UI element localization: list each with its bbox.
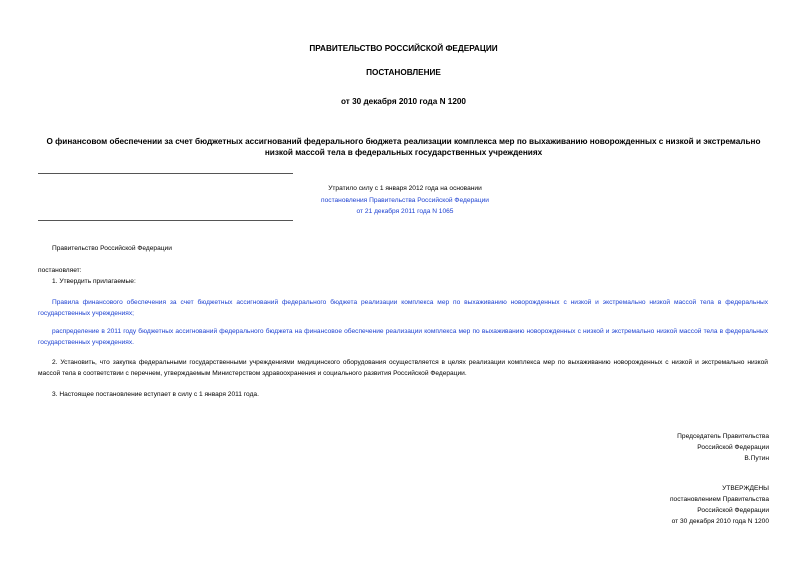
- status-note: [250, 183, 560, 218]
- divider-bottom: [38, 220, 293, 221]
- government-name: ПРАВИТЕЛЬСТВО РОССИЙСКОЙ ФЕДЕРАЦИИ: [309, 44, 498, 53]
- status-note-text: Утратило силу с 1 января 2012 года на основании: [328, 185, 482, 192]
- item-1: 1. Утвердить прилагаемые:: [52, 278, 136, 285]
- repeal-decree-date-link[interactable]: от 21 декабря 2011 года N 1065: [356, 208, 454, 215]
- document-title: О финансовом обеспечении за счет бюджетных ассигнований федерального бюджета реализации комплекса мер по выхаживанию новорожденных с низкой и экстремально низкой массой тела в федеральных государственных учреждениях: [46, 137, 761, 157]
- decides-text: постановляет:: [38, 267, 82, 274]
- signature-name: В.Путин: [744, 455, 769, 462]
- intro-text: Правительство Российской Федерации: [52, 245, 172, 252]
- rules-link[interactable]: Правила финансового обеспечения за счет бюджетных ассигнований федерального бюджета реализации комплекса мер по выхаживанию новорожденных с низкой и экстремально низкой массой тела в федеральных государственных учреждениях;: [38, 299, 768, 317]
- document-date-number: от 30 декабря 2010 года N 1200: [341, 97, 466, 106]
- item-3: 3. Настоящее постановление вступает в силу с 1 января 2011 года.: [52, 391, 259, 398]
- repeal-decree-link[interactable]: постановления Правительства Российской Федерации: [321, 196, 489, 204]
- distribution-link[interactable]: распределение в 2011 году бюджетных ассигнований федерального бюджета на финансовое обеспечение реализации комплекса мер по выхаживанию новорожденных с низкой и экстремально низкой массой тела в федеральных государственных учреждениях.: [38, 328, 768, 346]
- signature-country: Российской Федерации: [697, 444, 769, 451]
- approved-label: УТВЕРЖДЕНЫ: [722, 485, 769, 492]
- approved-date: от 30 декабря 2010 года N 1200: [671, 518, 769, 525]
- signature-block: [677, 431, 769, 464]
- approved-country: Российской Федерации: [697, 507, 769, 514]
- item-2: 2. Установить, что закупка федеральными государственными учреждениями медицинского оборудования осуществляется в целях реализации комплекса мер по выхаживанию новорожденных с низкой и экстремально низкой массой тела в соответствии с перечнем, утверждаемым Министерством здравоохранения и социального развития Российской Федерации.: [38, 359, 768, 377]
- approved-by: постановлением Правительства: [669, 496, 769, 503]
- approved-block: [670, 483, 769, 527]
- divider-top: [38, 173, 293, 174]
- document-type: ПОСТАНОВЛЕНИЕ: [366, 68, 441, 77]
- signature-position: Председатель Правительства: [677, 433, 769, 440]
